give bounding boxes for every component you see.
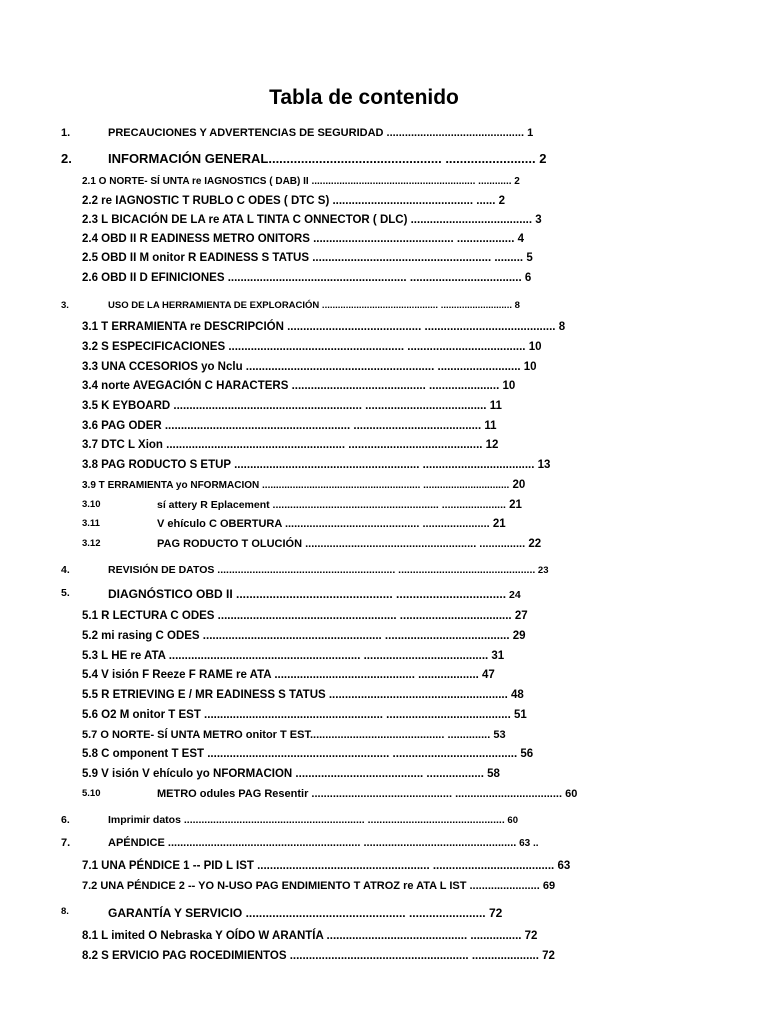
toc-entry-line: [157, 499, 522, 511]
toc-entry-title: 5.3 L HE re ATA: [82, 650, 166, 662]
toc-entry-page: 6: [521, 272, 532, 284]
toc-entry-number: 5.: [61, 587, 70, 599]
toc-entry-line: [82, 214, 542, 226]
toc-entry-title: INFORMACIÓN GENERAL: [108, 151, 269, 166]
toc-entry-leader: ........................................................ ...................................: [224, 272, 522, 284]
toc-entry-line: [82, 950, 555, 962]
toc-entry-line: [82, 930, 537, 942]
toc-entry-line: [82, 361, 537, 373]
toc-entry-title: 5.4 V isión F Reeze F RAME re ATA: [82, 669, 272, 681]
toc-entry-title: 2.6 OBD II D EFINICIONES: [82, 272, 225, 284]
toc-entry-leader: ............................................................ .......................................: [165, 650, 489, 662]
toc-entry-line: [82, 709, 527, 721]
toc-entry-leader: ............................................... .................................: [232, 587, 507, 601]
toc-entry-title: 2.4 OBD II R EADINESS METRO ONITORS: [82, 233, 310, 245]
toc-entry-line: [157, 538, 541, 550]
toc-entry-page: 8: [555, 321, 566, 333]
toc-entry-page: 29: [509, 630, 526, 642]
toc-entry-line: [82, 669, 495, 681]
toc-entry-leader: ........................................................ ..........................................: [162, 439, 483, 451]
toc-entry-title: 8.2 S ERVICIO PAG ROCEDIMIENTOS: [82, 950, 287, 962]
toc-entry-line: [82, 630, 526, 642]
toc-entry-title: 2.1 O NORTE- SÍ UNTA re IAGNOSTICS ( DAB) II: [82, 176, 309, 187]
toc-entry-line: [82, 252, 533, 264]
toc-entry-title: 7.2 UNA PÉNDICE 2 -- YO N-USO PAG ENDIMIENTO T ATROZ re ATA L IST: [82, 880, 467, 892]
toc-entry-line: [82, 176, 520, 187]
toc-entry-line: [157, 788, 577, 800]
toc-entry-leader: ............................................ ...........................: [319, 300, 512, 311]
toc-entry-number: 1.: [61, 127, 71, 139]
toc-entry-line: [82, 880, 555, 892]
toc-entry-page: 48: [507, 689, 524, 701]
toc-entry-line: [82, 233, 524, 245]
toc-entry-page: 72: [538, 950, 555, 962]
toc-entry-leader: ........................................................... ......................................: [170, 400, 487, 412]
toc-entry-leader: ............................................ ......: [329, 195, 496, 207]
toc-entry-line: [82, 341, 542, 353]
toc-entry-title: APÉNDICE: [108, 837, 165, 849]
toc-entry-page: 47: [478, 669, 495, 681]
toc-entry-page: 60: [504, 815, 518, 826]
toc-entry-leader: ......................................: [407, 214, 533, 226]
toc-entry-line: [82, 459, 550, 471]
toc-entry-number: 8.: [61, 906, 69, 917]
toc-entry-title: 3.1 T ERRAMIENTA re DESCRIPCIÓN: [82, 321, 284, 333]
toc-entry-leader: ...................................................... ......................................: [253, 860, 555, 872]
toc-entry-title: 5.1 R LECTURA C ODES: [82, 610, 215, 622]
toc-entry-leader: ............................................................. ...............................................: [214, 564, 536, 576]
toc-entry-page: 3: [532, 214, 542, 226]
toc-entry-page: 58: [483, 768, 500, 780]
toc-entry-title: 3.4 norte AVEGACIÓN C HARACTERS: [82, 380, 289, 392]
toc-entry-title: 5.9 V isión V ehículo yo NFORMACION: [82, 768, 293, 780]
toc-entry-page: 53: [490, 729, 506, 741]
toc-entry-leader: .......................................................... ........................................: [161, 420, 482, 432]
toc-entry-line: [108, 127, 533, 139]
toc-entry-page: 2: [495, 195, 506, 207]
toc-entry-title: 3.9 T ERRAMIENTA yo NFORMACION: [82, 480, 260, 491]
toc-entry-page: 63 ..: [516, 838, 539, 849]
toc-entry-leader: .......................................... ......................: [288, 380, 500, 392]
toc-entry-leader: ........................................ ..................: [292, 768, 484, 780]
toc-entry-leader: .............................................................. ...............................................: [180, 814, 505, 826]
toc-entry-leader: ......................................................... ...............................: [259, 480, 510, 491]
toc-entry-title: PAG RODUCTO T OLUCIÓN: [157, 538, 303, 550]
toc-entry-leader: ........................................................... ..........................: [242, 361, 521, 373]
toc-entry-line: [108, 564, 549, 576]
toc-entry-line: [82, 689, 524, 701]
toc-entry-page: 21: [489, 518, 506, 530]
toc-entry-page: 2: [535, 151, 547, 166]
toc-entry-page: 27: [511, 610, 528, 622]
toc-entry-title: 2.5 OBD II M onitor R EADINESS S TATUS: [82, 252, 310, 264]
toc-entry-line: [82, 479, 525, 491]
toc-entry-page: 20: [509, 479, 526, 491]
toc-entry-line: [82, 420, 497, 432]
toc-entry-page: 72: [521, 930, 538, 942]
toc-entry-page: 4: [514, 233, 524, 245]
toc-entry-leader: ....................................................... .....................................: [225, 341, 526, 353]
toc-entry-title: DIAGNÓSTICO OBD II: [108, 587, 233, 601]
toc-entry-title: 5.8 C omponent T EST: [82, 748, 205, 760]
toc-entry-number: 3.: [61, 300, 69, 311]
toc-entry-number: 3.12: [82, 538, 101, 549]
toc-entry-line: [82, 650, 504, 662]
toc-entry-page: 1: [524, 127, 534, 139]
toc-entry-page: 22: [525, 538, 542, 550]
toc-entry-leader: ............................................ ..............: [309, 729, 491, 741]
toc-entry-leader: ......................................................... ......................: [269, 499, 506, 511]
toc-entry-page: 63: [554, 860, 571, 872]
toc-entry-line: [108, 837, 539, 849]
toc-entry-line: [82, 748, 533, 760]
toc-entry-line: [82, 380, 515, 392]
page-title: Tabla de contenido: [269, 86, 459, 109]
toc-entry-line: [82, 195, 505, 207]
toc-entry-leader: ............................................ ......................: [281, 518, 490, 530]
toc-entry-page: 11: [481, 420, 497, 432]
toc-entry-title: 3.8 PAG RODUCTO S ETUP: [82, 459, 231, 471]
toc-entry-page: 23: [535, 565, 549, 576]
toc-entry-line: [82, 610, 528, 622]
toc-entry-leader: ........................................................: [325, 689, 508, 701]
toc-entry-title: 5.7 O NORTE- SÍ UNTA METRO onitor T EST: [82, 729, 310, 741]
toc-entry-title: 3.5 K EYBOARD: [82, 400, 171, 412]
toc-entry-leader: ......................................................... .......................................: [204, 748, 518, 760]
toc-entry-line: [82, 272, 531, 284]
toc-entry-title: V ehículo C OBERTURA: [157, 518, 282, 530]
toc-entry-line: [82, 860, 570, 872]
toc-entry-number: 2.: [61, 151, 72, 166]
toc-entry-title: 3.7 DTC L Xion: [82, 439, 163, 451]
toc-entry-leader: .......................................................... ...................................: [230, 459, 535, 471]
toc-entry-leader: ........................................................ .....................: [286, 950, 539, 962]
toc-entry-leader: ............................................ ................: [323, 930, 522, 942]
toc-entry-leader: ............................................ ..................: [309, 233, 515, 245]
toc-entry-page: 72: [485, 906, 503, 920]
toc-entry-page: 10: [499, 380, 516, 392]
toc-entry-page: 10: [525, 341, 542, 353]
toc-entry-leader: ............................................ ...................: [271, 669, 479, 681]
toc-entry-title: METRO odules PAG Resentir: [157, 788, 309, 800]
toc-entry-leader: ........................................................ ...................................: [214, 610, 512, 622]
toc-entry-title: 8.1 L imited O Nebraska Y OÍDO W ARANTÍA: [82, 930, 324, 942]
toc-entry-number: 4.: [61, 564, 70, 576]
toc-entry-number: 5.10: [82, 788, 101, 799]
toc-entry-page: 8: [511, 300, 520, 311]
toc-entry-leader: ........................................................ .........: [309, 252, 524, 264]
toc-entry-leader: ................................................ .......................: [242, 906, 486, 920]
toc-entry-leader: .............................................: [383, 127, 525, 139]
toc-entry-page: 60: [562, 788, 578, 800]
toc-entry-leader: ............................................................... ..................................................: [164, 837, 517, 849]
toc-entry-line: [82, 400, 502, 412]
toc-entry-line: [108, 587, 521, 601]
toc-entry-page: 56: [517, 748, 534, 760]
toc-entry-number: 7.: [61, 837, 71, 849]
toc-entry-page: 5: [523, 252, 533, 264]
toc-entry-title: REVISIÓN DE DATOS: [108, 564, 215, 576]
toc-entry-title: 3.2 S ESPECIFICACIONES: [82, 341, 226, 353]
toc-entry-title: USO DE LA HERRAMIENTA DE EXPLORACIÓN: [108, 300, 320, 311]
toc-entry-title: 3.3 UNA CCESORIOS yo Nclu: [82, 361, 243, 373]
toc-entry-line: [82, 321, 565, 333]
toc-entry-line: [108, 151, 546, 166]
toc-entry-leader: ................................................ .........................: [268, 151, 536, 166]
toc-entry-leader: .......................: [466, 880, 540, 892]
toc-entry-number: 6.: [61, 814, 70, 826]
toc-entry-title: 5.6 O2 M onitor T EST: [82, 709, 201, 721]
toc-entry-number: 3.10: [82, 499, 101, 510]
toc-entry-number: 3.11: [82, 518, 100, 529]
toc-entry-page: 24: [506, 589, 521, 601]
toc-entry-title: 2.3 L BICACIÓN DE LA re ATA L TINTA C ONNECTOR ( DLC): [82, 214, 408, 226]
toc-entry-page: 11: [486, 400, 502, 412]
toc-entry-title: sí attery R Eplacement: [157, 499, 270, 511]
toc-entry-line: [82, 768, 500, 780]
toc-entry-page: 10: [520, 361, 537, 373]
toc-entry-line: [157, 518, 506, 530]
toc-entry-leader: .............................................. ...................................: [308, 788, 563, 800]
toc-entry-page: 21: [505, 499, 522, 511]
toc-entry-title: Imprimir datos: [108, 814, 181, 826]
toc-entry-page: 13: [534, 459, 551, 471]
toc-entry-leader: ........................................................ ...............: [302, 538, 526, 550]
toc-entry-page: 31: [488, 650, 505, 662]
toc-entry-line: [108, 906, 502, 920]
toc-entry-line: [82, 439, 498, 451]
toc-entry-line: [82, 729, 506, 741]
toc-entry-page: 51: [510, 709, 527, 721]
toc-entry-leader: ........................................................... ............: [308, 176, 512, 187]
toc-entry-title: PRECAUCIONES Y ADVERTENCIAS DE SEGURIDAD: [108, 127, 384, 139]
toc-entry-line: [108, 300, 520, 311]
toc-entry-page: 12: [482, 439, 499, 451]
toc-entry-line: [108, 814, 518, 826]
toc-entry-title: GARANTÍA Y SERVICIO: [108, 906, 243, 920]
toc-entry-leader: ........................................................ .......................................: [199, 630, 510, 642]
toc-entry-title: 2.2 re IAGNOSTIC T RUBLO C ODES ( DTC S): [82, 195, 330, 207]
toc-entry-page: 69: [539, 880, 556, 892]
toc-entry-leader: .......................................... .........................................: [283, 321, 556, 333]
toc-entry-title: 5.5 R ETRIEVING E / MR EADINESS S TATUS: [82, 689, 326, 701]
toc-entry-title: 7.1 UNA PÉNDICE 1 -- PID L IST: [82, 860, 254, 872]
toc-entry-title: 5.2 mi rasing C ODES: [82, 630, 200, 642]
toc-entry-title: 3.6 PAG ODER: [82, 420, 162, 432]
toc-entry-page: 2: [511, 176, 520, 187]
toc-entry-leader: ........................................................ .......................................: [200, 709, 511, 721]
